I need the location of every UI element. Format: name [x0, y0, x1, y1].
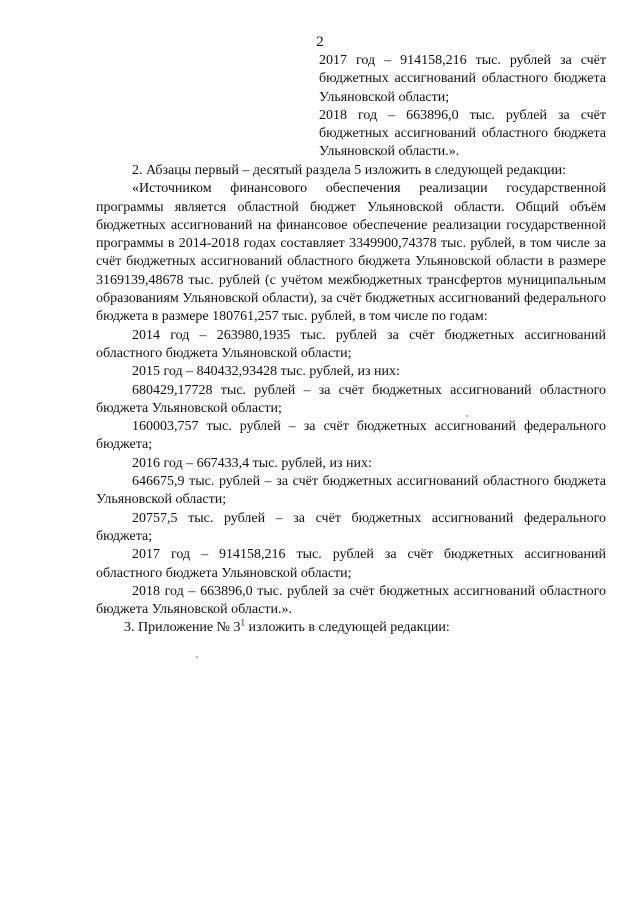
- paragraph-year-2018: 2018 год – 663896,0 тыс. рублей за счёт бюджетных ассигнований областного бюджета Ульяновской области.».: [96, 583, 606, 618]
- continued-list-block: [319, 52, 606, 162]
- paragraph-2016-federal: 20757,5 тыс. рублей – за счёт бюджетных ассигнований федерального бюджета;: [96, 510, 606, 544]
- paragraph-year-2015: 2015 год – 840432,93428 тыс. рублей, из них:: [132, 364, 400, 380]
- appendix-superscript: 1: [240, 617, 245, 628]
- continued-item-2018: 2018 год – 663896,0 тыс. рублей за счёт бюджетных ассигнований областного бюджета Ульяновской области.».: [319, 107, 606, 160]
- paragraph-funding-source: «Источником финансового обеспечения реализации государственной программы является областной бюджет Ульяновской области. Общий объём бюджетных ассигнований на финансовое обеспечение реализации государственной программы в 2014-2018 годах составляет 3349900,74378 тыс. рублей, в том числе за счёт бюджетных ассигнований областного бюджета Ульяновской области в размере 3169139,48678 тыс. рублей (с учётом межбюджетных трансфертов муниципальным образованиям Ульяновской области), за счёт бюджетных ассигнований федерального бюджета в размере 180761,257 тыс. рублей, в том числе по годам:: [96, 181, 606, 325]
- paragraph-2015-regional: 680429,17728 тыс. рублей – за счёт бюджетных ассигнований областного бюджета Ульяновской области;: [96, 382, 606, 416]
- continued-item-2017: 2017 год – 914158,216 тыс. рублей за счёт бюджетных ассигнований областного бюджета Ульяновской области;: [319, 53, 606, 105]
- paragraph-year-2014: 2014 год – 263980,1935 тыс. рублей за счёт бюджетных ассигнований областного бюджета Ульяновской области;: [96, 327, 606, 361]
- paragraph-amendment-3: [96, 619, 606, 637]
- amendment-3-tail: изложить в следующей редакции:: [245, 620, 450, 636]
- paragraph-year-2016: 2016 год – 667433,4 тыс. рублей, из них:: [132, 455, 372, 471]
- paragraph-2016-regional: 646675,9 тыс. рублей – за счёт бюджетных ассигнований областного бюджета Ульяновской области;: [96, 474, 606, 508]
- page-number: 2: [316, 34, 324, 50]
- paragraph-2015-federal: 160003,757 тыс. рублей – за счёт бюджетных ассигнований федерального бюджета;: [96, 419, 606, 453]
- scan-speck: [196, 656, 198, 658]
- amendment-3-text: 3. Приложение № 3: [124, 620, 241, 636]
- document-body: [96, 162, 606, 638]
- scan-speck: [466, 415, 468, 417]
- paragraph-year-2017: 2017 год – 914158,216 тыс. рублей за счёт бюджетных ассигнований областного бюджета Ульяновской области;: [96, 547, 606, 581]
- paragraph-amendment-2: 2. Абзацы первый – десятый раздела 5 изложить в следующей редакции:: [132, 163, 567, 178]
